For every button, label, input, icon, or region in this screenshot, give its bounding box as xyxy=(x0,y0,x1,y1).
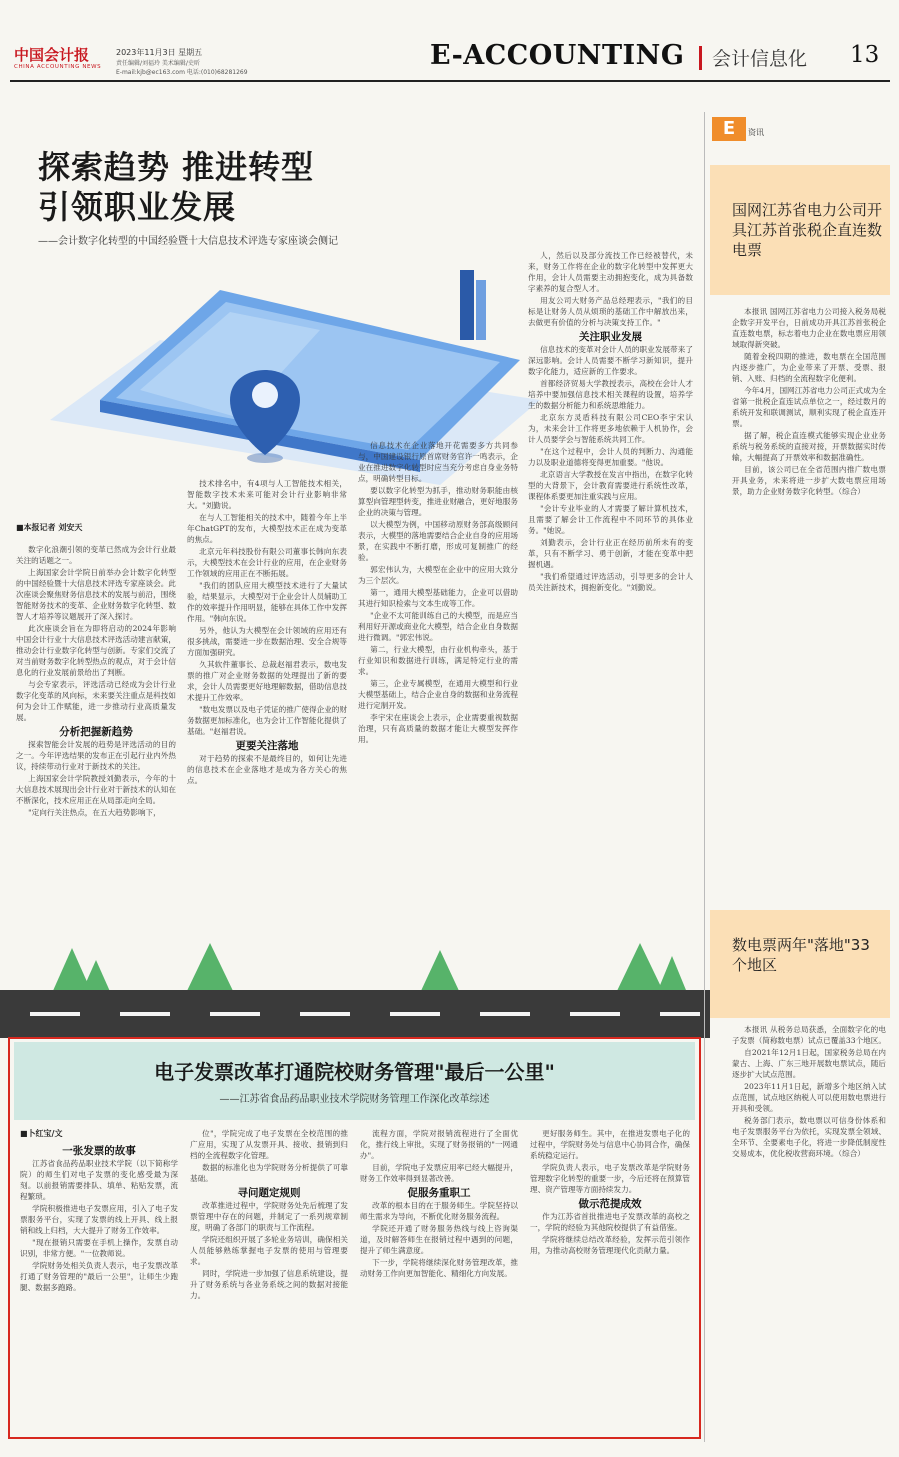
paragraph: 第二，行业大模型，由行业机构牵头，基于行业知识和数据进行训练，满足特定行业的需求。 xyxy=(358,645,518,676)
box-column-3 xyxy=(360,1128,518,1432)
paragraph: 信息技术在企业落地开花需要多方共同参与，中国建设银行原首席财务官许一鸣表示，企业在推进数字化转型时应当充分考虑自身业务特点，明确转型目标。 xyxy=(358,441,518,483)
paragraph: "我们希望通过评选活动，引导更多的会计人员关注新技术，拥抱新变化。"刘勤说。 xyxy=(528,572,693,592)
box-column-2 xyxy=(190,1128,348,1432)
paragraph: 江苏省食品药品职业技术学院（以下简称学院）的师生们对电子发票的变化感受最为深刻。以前报销需要排队、填单、粘贴发票，流程繁琐。 xyxy=(20,1159,178,1201)
main-column-1 xyxy=(16,544,176,919)
paragraph: 久其软件董事长、总裁赵福君表示，数电发票的推广对企业财务数据的处理提出了新的要求，会计人员需要更好地理解数据，借助信息技术提升工作效率。 xyxy=(187,660,347,702)
paragraph: 更好服务师生。其中，在推进发票电子化的过程中，学院财务处与信息中心协同合作，确保系统稳定运行。 xyxy=(530,1129,690,1160)
paragraph: 第三，企业专属模型，在通用大模型和行业大模型基础上，结合企业自身的数据和业务流程进行定制开发。 xyxy=(358,679,518,710)
paragraph: 下一步，学院将继续深化财务管理改革，推动财务工作向更加智能化、精细化方向发展。 xyxy=(360,1258,518,1278)
paragraph: 以大模型为例，中国移动原财务部高级顾问表示，大模型的落地需要结合企业自身的应用场景，在实践中不断打磨，形成可复制推广的经验。 xyxy=(358,520,518,562)
paragraph: 学院财务处相关负责人表示，电子发票改革打通了财务管理的"最后一公里"，让师生少跑腿、数据多跑路。 xyxy=(20,1261,178,1292)
paragraph: 技术排名中，有4项与人工智能技术相关，智能数字技术未来可能对会计行业影响非常大。"刘勤说。 xyxy=(187,479,347,510)
paragraph: 学院负责人表示，电子发票改革是学院财务管理数字化转型的重要一步，今后还将在预算管理、资产管理等方面持续发力。 xyxy=(530,1163,690,1194)
sidebar-headline-2: 数电票两年"落地"33个地区 xyxy=(732,936,870,974)
contact-line: E-mail:kjb@ec163.com 电话:(010)68281269 xyxy=(116,69,248,76)
paragraph: 探索智能会计发展的趋势是评选活动的目的之一。今年评选结果的发布正在引起行业内外热议，持续带动行业对于新技术的关注。 xyxy=(16,740,176,771)
main-column-4 xyxy=(528,250,693,918)
paragraph: 人，然后以及部分流技工作已经被替代，未来，财务工作将在企业的数字化转型中发挥更大作用，会计人员需要主动拥抱变化，成为具备数字素养的复合型人才。 xyxy=(528,251,693,293)
paragraph: 用友公司大财务产品总经理表示，"我们的目标是让财务人员从烦琐的基础工作中解放出来，去做更有价值的分析与决策支持工作。" xyxy=(528,296,693,327)
box-column-1 xyxy=(20,1142,178,1432)
paragraph: 2023年11月1日起，新增多个地区纳入试点范围，试点地区纳税人可以使用数电票进行开具和受领。 xyxy=(732,1082,886,1113)
paragraph: 自2021年12月1日起，国家税务总局在内蒙古、上海、广东三地开展数电票试点，随后逐步扩大试点范围。 xyxy=(732,1048,886,1079)
paragraph: 学院还开通了财务服务热线与线上咨询渠道，及时解答师生在报销过程中遇到的问题，提升了师生满意度。 xyxy=(360,1224,518,1255)
e-badge-icon: E xyxy=(712,117,746,141)
masthead-subtitle: CHINA ACCOUNTING NEWS xyxy=(14,64,102,70)
paragraph: 北京东方灵盾科技有限公司CEO李宇宋认为，未来会计工作将更多地依赖于人机协作，会计人员要学会与智能系统共同工作。 xyxy=(528,413,693,444)
sidebar-divider xyxy=(704,112,705,1442)
paragraph: 改革的根本目的在于服务师生。学院坚持以师生需求为导向，不断优化财务服务流程。 xyxy=(360,1201,518,1221)
page-number: 13 xyxy=(850,42,880,68)
paragraph: 第一，通用大模型基础能力，企业可以借助其进行知识检索与文本生成等工作。 xyxy=(358,588,518,608)
main-column-2 xyxy=(187,478,347,918)
paragraph: 学院将继续总结改革经验，发挥示范引领作用，为推动高校财务管理现代化贡献力量。 xyxy=(530,1235,690,1255)
paragraph: 学院积极推进电子发票应用，引入了电子发票服务平台，实现了发票的线上开具、线上报销和线上归档，大大提升了财务工作效率。 xyxy=(20,1204,178,1235)
editor-line: 责任编辑/刘福玲 美术编辑/史昕 xyxy=(116,60,200,67)
section-heading: 关注职业发展 xyxy=(579,331,642,343)
paragraph: 今年4月，国网江苏省电力公司正式成为全省第一批税企直连试点单位之一，经过数月的系统开发和联调测试，顺利实现了税企直连开票。 xyxy=(732,386,886,428)
paragraph: 同时，学院进一步加强了信息系统建设，提升了财务系统与各业务系统之间的数据对接能力。 xyxy=(190,1269,348,1300)
paragraph: "企业不太可能训练自己的大模型，而是应当利用好开源或商业化大模型，结合企业自身数据进行微调。"郭宏伟说。 xyxy=(358,611,518,642)
paragraph: 随着金税四期的推进，数电票在全国范围内逐步推广，为企业带来了开票、受票、报销、入账、归档的全流程数字化便利。 xyxy=(732,352,886,383)
main-byline-col xyxy=(16,522,176,541)
sidebar-headline-1: 国网江苏省电力公司开具江苏首张税企直连数电票 xyxy=(732,201,883,259)
masthead-logo: 中国会计报 xyxy=(14,46,90,64)
issue-date: 2023年11月3日 星期五 xyxy=(116,48,203,57)
paragraph: 本报讯 国网江苏省电力公司接入税务局税企数字开发平台，日前成功开具江苏首张税企直连数电票，标志着电力企业在数电票应用领域取得新突破。 xyxy=(732,307,886,349)
paragraph: 数字化浪潮引领的变革已然成为会计行业最关注的话题之一。 xyxy=(16,545,176,565)
paragraph: 与会专家表示，评选活动已经成为会计行业数字化变革的风向标，未来要关注重点是科技如何为会计工作赋能，进一步推动行业高质量发展。 xyxy=(16,680,176,722)
paragraph: 流程方面，学院对报销流程进行了全面优化，推行线上审批，实现了财务报销的"一网通办"。 xyxy=(360,1129,518,1160)
section-title-cn: 会计信息化 xyxy=(712,48,808,70)
paragraph: 北京元年科技股份有限公司董事长韩向东表示，大模型技术在会计行业的应用，在企业财务工作领域的应用正在不断拓展。 xyxy=(187,547,347,578)
sidebar-story-1 xyxy=(732,306,886,902)
paragraph: 位"，学院完成了电子发票在全校范围的推广应用，实现了从发票开具、接收、报销到归档的全流程数字化管理。 xyxy=(190,1129,348,1160)
featured-article-title: 电子发票改革打通院校财务管理"最后一公里" xyxy=(154,1060,555,1084)
section-heading: 做示范提成效 xyxy=(578,1198,642,1210)
paragraph: 数据的标准化也为学院财务分析提供了可靠基础。 xyxy=(190,1163,348,1183)
section-heading: 更要关注落地 xyxy=(235,740,299,752)
sidebar-tag: 资讯 xyxy=(748,128,764,137)
box-byline: ■卜红宝/文 xyxy=(20,1128,63,1138)
section-heading: 一张发票的故事 xyxy=(62,1145,136,1157)
paragraph: 此次座谈会旨在为即将启动的2024年影响中国会计行业十大信息技术评选活动建言献策，推动会计行业数字化转型与创新。专家们交流了对当前财务数字化转型热点的观点，对于会计信息化的行业发展前景给出了判断。 xyxy=(16,624,176,677)
section-heading: 寻问题定规则 xyxy=(237,1187,301,1199)
sidebar-story-2 xyxy=(732,1024,886,1436)
paragraph: 上海国家会计学院教授刘勤表示，今年的十大信息技术展现出会计行业对于新技术的认知在不断深化，技术应用正在从局部走向全局。 xyxy=(16,774,176,805)
paragraph: 目前，该公司已在全省范围内推广数电票开具业务，未来将进一步扩大数电票应用场景，助力企业财务数字化转型。（综合） xyxy=(732,465,886,496)
paragraph: 改革推进过程中，学院财务处先后梳理了发票管理中存在的问题，并制定了一系列规章制度，明确了各部门的职责与工作流程。 xyxy=(190,1201,348,1232)
paragraph: 李宇宋在座谈会上表示，企业需要重视数据治理，只有高质量的数据才能让大模型发挥作用。 xyxy=(358,713,518,744)
paragraph: 信息技术的变革对会计人员的职业发展带来了深远影响。会计人员需要不断学习新知识，提升数字化能力，适应新的工作要求。 xyxy=(528,345,693,376)
featured-article-header xyxy=(14,1042,695,1120)
section-heading: 分析把握新趋势 xyxy=(59,726,133,738)
paragraph: 对于趋势的探索不是最终目的，如何让先进的信息技术在企业落地才是成为各方关心的焦点。 xyxy=(187,754,347,785)
section-title-en: E-ACCOUNTING xyxy=(430,40,685,71)
paragraph: 上海国家会计学院日前举办会计数字化转型的中国经验暨十大信息技术评选专家座谈会。此次座谈会聚焦财务信息技术的发展与前沿，围绕智能财务技术的变革、企业财务数字化转型、数智人才培养等议题展开了深入探讨。 xyxy=(16,568,176,621)
header-rule xyxy=(10,80,890,82)
paragraph: 刘勤表示，会计行业正在经历前所未有的变革，只有不断学习、勇于创新，才能在变革中把握机遇。 xyxy=(528,538,693,569)
paragraph: 作为江苏省首批推进电子发票改革的高校之一，学院的经验为其他院校提供了有益借鉴。 xyxy=(530,1212,690,1232)
paragraph: 据了解，税企直连模式能够实现企业业务系统与税务系统的直接对接，开票数据实时传输，大幅提高了开票效率和数据准确性。 xyxy=(732,431,886,462)
paragraph: 另外，他认为大模型在会计领域的应用还有很多挑战，需要进一步在数据治理、安全合规等方面加强研究。 xyxy=(187,626,347,657)
paragraph: "现在报销只需要在手机上操作，发票自动识别，非常方便。"一位教师说。 xyxy=(20,1238,178,1258)
box-column-4 xyxy=(530,1128,690,1432)
headline-line-2: 引领职业发展 xyxy=(38,188,237,226)
paragraph: "会计专业毕业的人才需要了解计算机技术，且需要了解会计工作流程中不同环节的具体业务。"她说。 xyxy=(528,504,693,535)
paragraph: 首都经济贸易大学教授表示，高校在会计人才培养中要加强信息技术相关课程的设置，培养学生的数据分析能力和系统思维能力。 xyxy=(528,379,693,410)
paragraph: 要以数字化转型为抓手，推动财务职能由核算型向管理型转变，推进业财融合，更好地服务企业的决策与管理。 xyxy=(358,486,518,517)
featured-article-subtitle: ——江苏省食品药品职业技术学院财务管理工作深化改革综述 xyxy=(219,1094,490,1105)
paragraph: 学院还组织开展了多轮业务培训，确保相关人员能够熟练掌握电子发票的使用与管理要求。 xyxy=(190,1235,348,1266)
main-byline: ■本报记者 刘安天 xyxy=(16,522,83,532)
paragraph: 北京语言大学教授在发言中指出，在数字化转型的大背景下，会计教育需要进行系统性改革，课程体系要更加注重实践与应用。 xyxy=(528,470,693,501)
main-column-3 xyxy=(358,440,518,918)
headline-subtitle: ——会计数字化转型的中国经验暨十大信息技术评选专家座谈会侧记 xyxy=(38,236,338,247)
paragraph: 郭宏伟认为，大模型在企业中的应用大致分为三个层次。 xyxy=(358,565,518,585)
paragraph: 本报讯 从税务总局获悉，全面数字化的电子发票（简称数电票）试点已覆盖33个地区。 xyxy=(732,1025,886,1045)
section-heading: 促服务重职工 xyxy=(407,1187,471,1199)
paragraph: 在与人工智能相关的技术中，随着今年上半年ChatGPT的发布，大模型技术正在成为变革的焦点。 xyxy=(187,513,347,544)
paragraph: 税务部门表示，数电票以可信身份体系和电子发票服务平台为依托，实现发票全领域、全环节、全要素电子化，将进一步降低制度性交易成本，优化税收营商环境。（综合） xyxy=(732,1116,886,1158)
paragraph: "我们的团队应用大模型技术进行了大量试验，结果显示，大模型对于企业会计人员辅助工作的效率提升作用明显，能够在具体工作中发挥作用。"韩向东说。 xyxy=(187,581,347,623)
paragraph: "在这个过程中，会计人员的判断力、沟通能力以及职业道德将变得更加重要。"他说。 xyxy=(528,447,693,467)
section-divider xyxy=(699,46,702,70)
paragraph: "数电发票以及电子凭证的推广使得企业的财务数据更加标准化，也为会计工作智能化提供了基础。"赵福君说。 xyxy=(187,705,347,736)
paragraph: 目前，学院电子发票应用率已经大幅提升，财务工作效率得到显著改善。 xyxy=(360,1163,518,1183)
paragraph: "定向行关注热点，在五大趋势影响下， xyxy=(28,808,161,817)
headline-line-1: 探索趋势 推进转型 xyxy=(38,148,315,186)
